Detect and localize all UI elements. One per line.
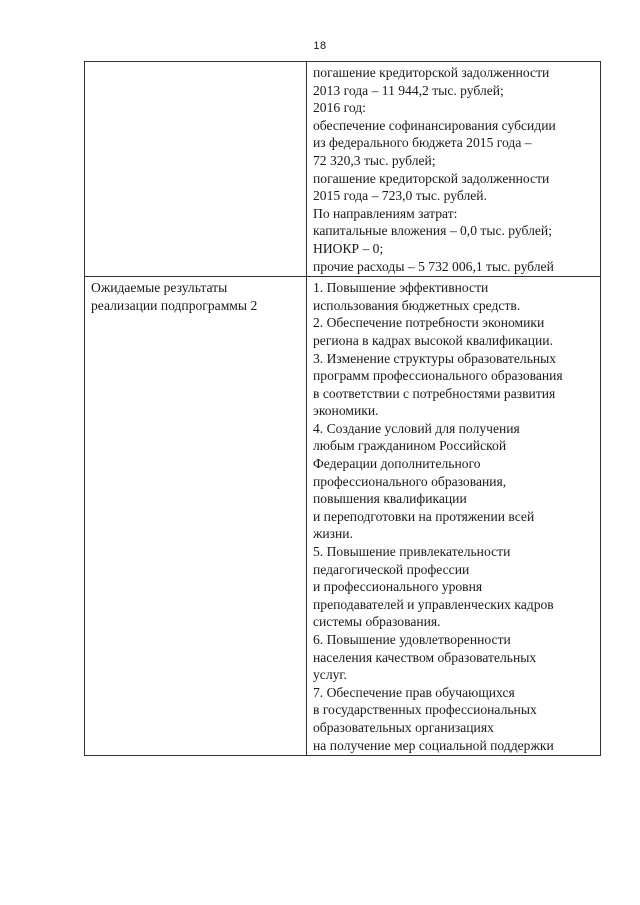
row2-left-cell: [85, 277, 307, 756]
text-line: любым гражданином Российской: [313, 438, 507, 454]
text-line: 1. Повышение эффективности: [313, 280, 489, 296]
page-number: 18: [313, 40, 327, 52]
table-row: [85, 277, 601, 756]
text-line: 5. Повышение привлекательности: [313, 544, 511, 560]
row1-right-cell: [307, 62, 601, 277]
text-line: 2. Обеспечение потребности экономики: [313, 315, 545, 331]
row2-right-cell: [307, 277, 601, 756]
text-line: 2015 года – 723,0 тыс. рублей.: [313, 188, 487, 204]
text-line: Федерации дополнительного: [313, 456, 481, 472]
text-line: использования бюджетных средств.: [313, 297, 521, 313]
text-line: Ожидаемые результаты: [91, 280, 228, 296]
text-line: НИОКР – 0;: [313, 240, 384, 256]
text-line: услуг.: [313, 667, 347, 683]
text-line: 72 320,3 тыс. рублей;: [313, 152, 436, 168]
text-line: 4. Создание условий для получения: [313, 420, 520, 436]
text-line: 7. Обеспечение прав обучающихся: [313, 684, 515, 700]
text-line: педагогической профессии: [313, 561, 470, 577]
text-line: профессионального образования,: [313, 473, 507, 489]
text-line: 2013 года – 11 944,2 тыс. рублей;: [313, 82, 504, 98]
text-line: экономики.: [313, 403, 379, 419]
text-line: преподавателей и управленческих кадров: [313, 596, 554, 612]
text-line: образовательных организациях: [313, 719, 494, 735]
text-line: программ профессионального образования: [313, 368, 563, 384]
text-line: в государственных профессиональных: [313, 702, 537, 718]
text-line: По направлениям затрат:: [313, 205, 458, 221]
text-line: реализации подпрограммы 2: [91, 297, 258, 313]
text-line: жизни.: [313, 526, 353, 542]
text-line: 3. Изменение структуры образовательных: [313, 350, 557, 366]
table-row: [85, 62, 601, 277]
text-line: населения качеством образовательных: [313, 649, 537, 665]
text-line: системы образования.: [313, 614, 441, 630]
row1-left-cell: [85, 62, 307, 277]
text-line: погашение кредиторской задолженности: [313, 170, 550, 186]
text-line: региона в кадрах высокой квалификации.: [313, 332, 553, 348]
text-line: прочие расходы – 5 732 006,1 тыс. рублей: [313, 258, 554, 274]
passport-table: [84, 61, 601, 756]
text-line: на получение мер социальной поддержки: [313, 737, 554, 753]
text-line: и переподготовки на протяжении всей: [313, 508, 535, 524]
text-line: обеспечение софинансирования субсидии: [313, 117, 556, 133]
text-line: и профессионального уровня: [313, 579, 483, 595]
text-line: капитальные вложения – 0,0 тыс. рублей;: [313, 223, 552, 239]
text-line: из федерального бюджета 2015 года –: [313, 135, 532, 151]
text-line: повышения квалификации: [313, 491, 467, 507]
text-line: погашение кредиторской задолженности: [313, 65, 550, 80]
text-line: 2016 год:: [313, 100, 366, 116]
text-line: в соответствии с потребностями развития: [313, 385, 556, 401]
text-line: 6. Повышение удовлетворенности: [313, 632, 511, 647]
